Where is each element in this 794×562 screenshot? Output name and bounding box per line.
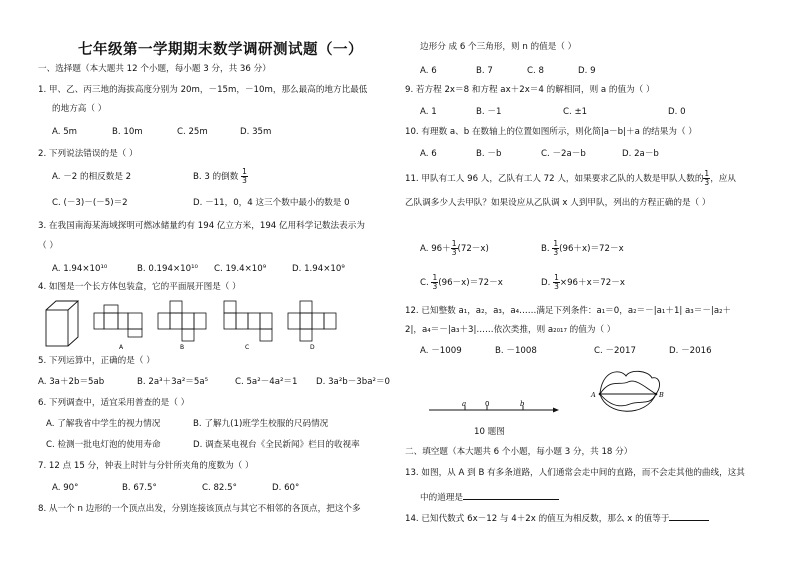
q1-option-d: D. 35m <box>240 127 272 137</box>
q13-figure <box>590 366 670 416</box>
q5-option-c: C. 5a²－4a²＝1 <box>235 377 298 387</box>
q11-cont: 乙队调多少人去甲队？如果设应从乙队调 x 人到甲队，列出的方程正确的是（ ） <box>405 198 711 208</box>
q11-option-b-post: (96＋x)＝72－x <box>559 244 624 254</box>
q11-option-d-pre: D. <box>541 278 554 288</box>
q11-option-b-frac-den: 3 <box>553 248 559 257</box>
q10-option-d: D. 2a－b <box>622 149 659 159</box>
q10-axis-label-0: 0 <box>485 400 490 408</box>
q3-option-c: C. 19.4×10⁹ <box>214 264 267 274</box>
section2-heading: 二、填空题（本大题共 6 个小题，每小题 3 分，共 18 分） <box>405 447 633 457</box>
q4-net-b <box>158 301 206 341</box>
q11-option-b-frac-num: 1 <box>553 239 559 248</box>
q2-frac-num: 1 <box>242 167 247 176</box>
q5-text: 5. 下列运算中，正确的是（ ） <box>38 356 155 366</box>
q10-caption: 10 题图 <box>474 427 505 437</box>
q14-answer-blank[interactable] <box>669 511 709 521</box>
q4-label-c: C <box>245 344 250 351</box>
q5-option-d: D. 3a²b－3ba²＝0 <box>316 377 391 387</box>
q11-option-c <box>420 272 503 294</box>
q14-line <box>405 511 709 525</box>
q11-option-c-pre: C. <box>420 278 432 288</box>
q6-option-a: A. 了解我省中学生的视力情况 <box>46 419 161 429</box>
q13-answer-blank[interactable] <box>463 490 559 500</box>
q8-option-b: B. 7 <box>476 66 493 76</box>
q10-axis-label-b: b <box>520 400 525 408</box>
q3-option-a: A. 1.94×10¹⁰ <box>52 264 108 274</box>
q3-text: 3. 在我国南海某海域探明可燃冰储量约有 194 亿立方米，194 亿用科学记数法表示为 <box>38 221 365 231</box>
q6-option-c: C. 检测一批电灯泡的使用寿命 <box>46 440 161 450</box>
q10-option-c: C. －2a－b <box>541 149 586 159</box>
q8-option-d: D. 9 <box>578 66 596 76</box>
q12-option-a: A. －1009 <box>420 346 462 356</box>
q11-option-c-frac-num: 1 <box>432 273 438 282</box>
q13-cont-line <box>420 490 559 504</box>
q4-box-figure <box>46 301 78 346</box>
q8-text: 8. 从一个 n 边形的一个顶点出发，分别连接该顶点与其它不相邻的各顶点，把这个多 <box>38 504 361 514</box>
q6-option-d: D. 调查某电视台《全民新闻》栏目的收视率 <box>193 440 360 450</box>
q9-text: 9. 若方程 2x＝8 和方程 ax＋2x＝4 的解相同，则 a 的值为（ ） <box>405 85 655 95</box>
q1-text: 1. 甲、乙、丙三地的海拔高度分别为 20m，－15m，－10m，那么最高的地方比最低 <box>38 85 368 95</box>
q10-number-line <box>425 400 565 422</box>
q2-option-b <box>193 166 248 188</box>
q9-option-c: C. ±1 <box>563 107 588 117</box>
q9-option-a: A. 1 <box>420 107 437 117</box>
q9-option-d: D. 0 <box>668 107 686 117</box>
q7-option-d: D. 60° <box>272 483 300 493</box>
q11-option-c-post: (96－x)＝72－x <box>438 278 503 288</box>
q12-text: 12. 已知整数 a₁，a₂，a₃，a₄……满足下列条件：a₁＝0，a₂＝－|a₁＋1| a₃＝－|a₂＋ <box>405 306 732 316</box>
q5-option-a: A. 3a＋2b＝5ab <box>38 377 105 387</box>
q10-option-b: B. －b <box>476 149 502 159</box>
q11-option-c-frac-den: 3 <box>432 282 438 291</box>
q9-option-b: B. －1 <box>476 107 502 117</box>
q6-option-b: B. 了解九(1)班学生校服的尺码情况 <box>193 419 329 429</box>
q2-option-a: A. －2 的相反数是 2 <box>52 172 132 182</box>
q11-option-b-pre: B. <box>541 244 553 254</box>
q12-option-b: B. －1008 <box>495 346 537 356</box>
q7-option-b: B. 67.5° <box>122 483 157 493</box>
q12-option-c: C. －2017 <box>594 346 636 356</box>
q11-option-b <box>541 238 624 260</box>
q2-text: 2. 下列说法错误的是（ ） <box>38 149 138 159</box>
q11-option-a-post: (72－x) <box>457 244 489 254</box>
q11-frac-den: 3 <box>704 178 710 187</box>
q7-text: 7. 12 点 15 分，钟表上时针与分针所夹角的度数为（ ） <box>38 461 254 471</box>
q11-option-d-fraction <box>553 274 560 291</box>
q8-cont: 边形分 成 6 个三角形，则 n 的值是（ ） <box>420 42 577 52</box>
q3-option-b: B. 0.194×10¹⁰ <box>137 264 198 274</box>
q13-cont: 中的道理是 <box>420 493 463 503</box>
q8-option-a: A. 6 <box>420 66 437 76</box>
q12-cont: 2|，a₄＝－|a₃＋3|……依次类推，则 a₂₀₁₇ 的值为（ ） <box>405 325 616 335</box>
q11-option-a-fraction <box>451 240 458 257</box>
q4-net-c <box>224 301 272 341</box>
q2-option-b-fraction <box>241 168 248 185</box>
q4-figures <box>38 296 378 352</box>
q1-option-c: C. 25m <box>177 127 208 137</box>
q10-text: 10. 有理数 a、b 在数轴上的位置如图所示，则化简|a－b|＋a 的结果为（ ） <box>405 127 697 137</box>
q11-option-a <box>420 238 489 260</box>
q12-option-d: D. －2016 <box>669 346 712 356</box>
q14-text: 14. 已知代数式 6x－12 与 4＋2x 的值互为相反数，那么 x 的值等于 <box>405 514 670 524</box>
q4-text: 4. 如图是一个长方体包装盒，它的平面展开图是（ ） <box>38 282 241 292</box>
q11-frac-num: 1 <box>704 169 710 178</box>
q4-label-a: A <box>119 344 124 351</box>
section1-heading: 一、选择题（本大题共 12 个小题，每小题 3 分，共 36 分） <box>38 64 271 74</box>
q5-option-b: B. 2a³＋3a²＝5a⁵ <box>137 377 209 387</box>
q3-option-d: D. 1.94×10⁹ <box>292 264 345 274</box>
q4-label-d: D <box>310 344 315 351</box>
q4-net-a <box>94 305 142 337</box>
q13-text: 13. 如图，从 A 到 B 有多条道路，人们通常会走中间的直路，而不会走其他的曲线，这其 <box>405 468 745 478</box>
q7-option-c: C. 82.5° <box>202 483 237 493</box>
q3-cont: （ ） <box>38 241 58 251</box>
q11-option-d-frac-den: 3 <box>554 282 559 291</box>
q2-frac-den: 3 <box>242 176 247 185</box>
q13-label-b: B <box>659 391 664 399</box>
q10-option-a: A. 6 <box>420 149 437 159</box>
q11-text-post: ，应从 <box>710 174 736 184</box>
q2-option-d: D. －11，0，4 这三个数中最小的数是 0 <box>193 198 350 208</box>
q13-label-a: A <box>591 391 596 399</box>
q11-option-a-pre: A. 96＋ <box>420 244 451 254</box>
q11-option-a-frac-den: 3 <box>451 248 457 257</box>
q11-option-d-post: ×96＋x＝72－x <box>559 278 625 288</box>
q2-option-c: C. (－3)－(－5)＝2 <box>52 198 128 208</box>
q4-label-b: B <box>180 344 185 351</box>
q11-text <box>405 168 736 190</box>
q10-axis-label-a: a <box>462 400 467 408</box>
q11-option-d-frac-num: 1 <box>554 273 559 282</box>
q11-text-pre: 11. 甲队有工人 96 人，乙队有工人 72 人，如果要求乙队的人数是甲队人数的 <box>405 174 704 184</box>
q11-option-d <box>541 272 625 294</box>
q7-option-a: A. 90° <box>52 483 79 493</box>
q11-option-a-frac-num: 1 <box>451 239 457 248</box>
q2-option-b-text: B. 3 的倒数 <box>193 172 239 182</box>
q1-cont: 的地方高（ ） <box>52 104 107 114</box>
q6-text: 6. 下列调查中，适宜采用普查的是（ ） <box>38 398 190 408</box>
q4-net-d <box>288 301 336 341</box>
q1-option-b: B. 10m <box>112 127 143 137</box>
page-title: 七年级第一学期期末数学调研测试题（一） <box>78 41 363 58</box>
q8-option-c: C. 8 <box>527 66 544 76</box>
q1-option-a: A. 5m <box>52 127 78 137</box>
